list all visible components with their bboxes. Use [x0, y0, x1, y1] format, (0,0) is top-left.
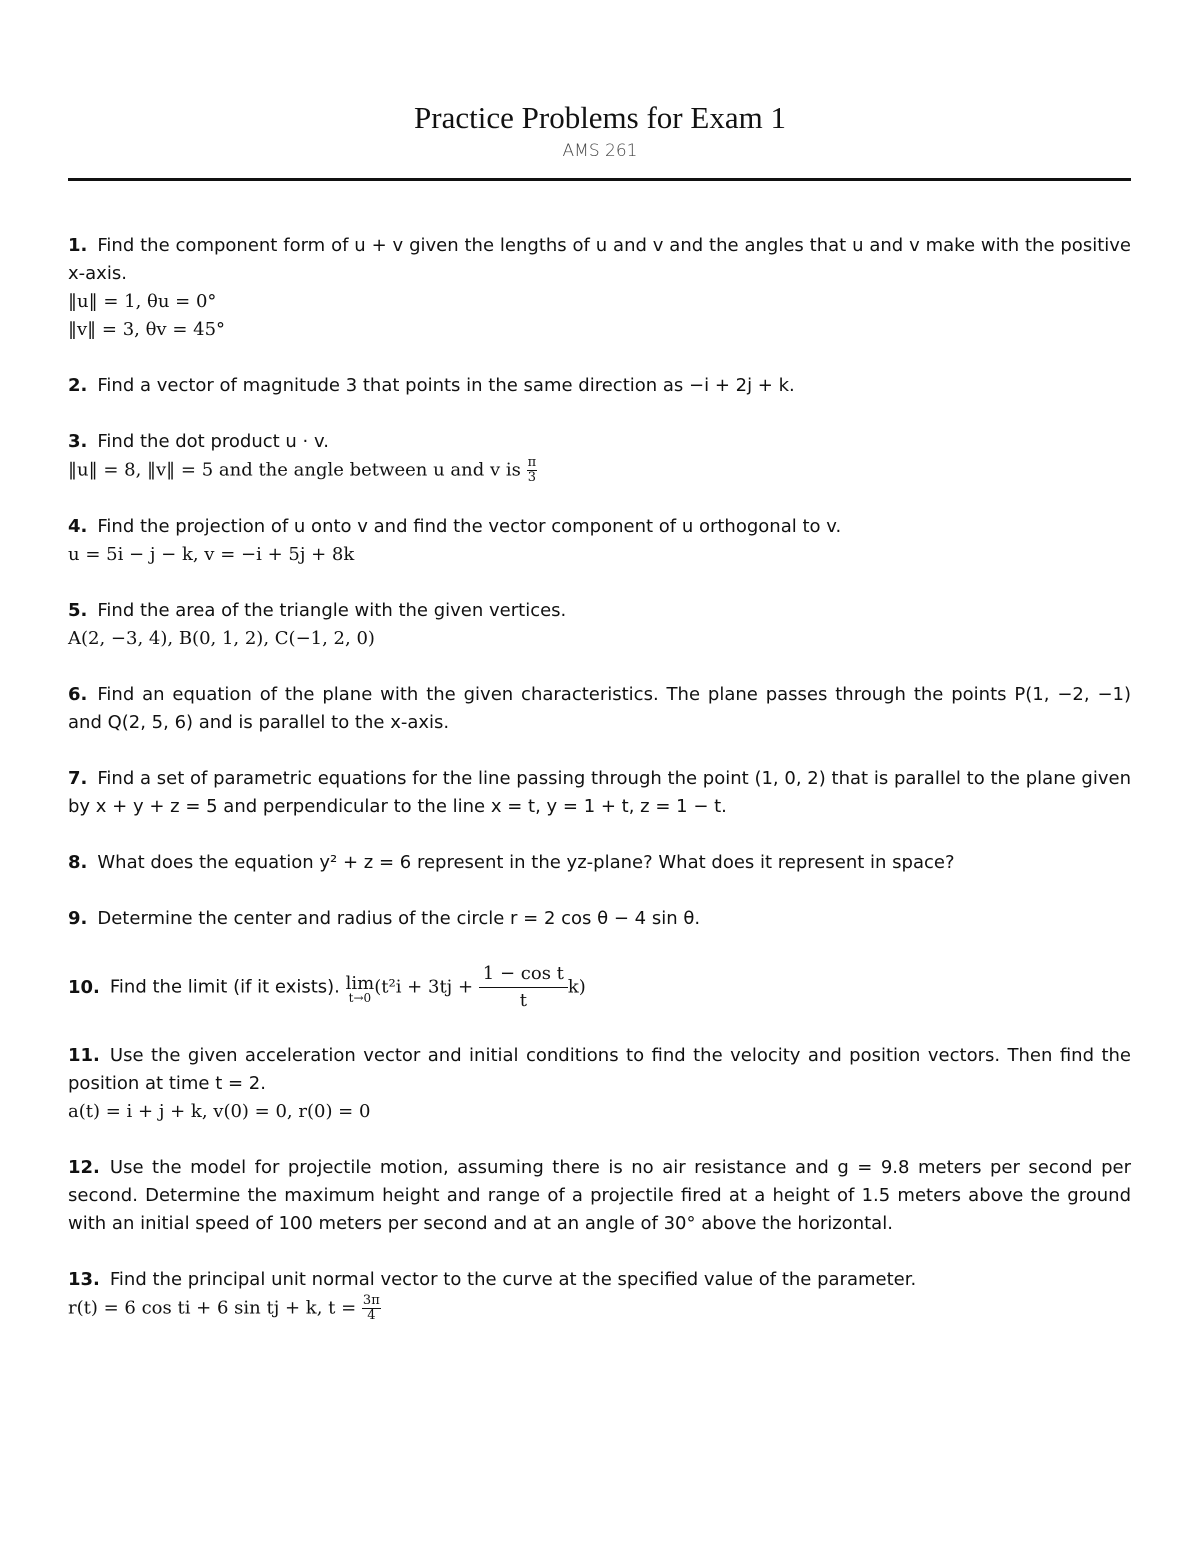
limit-fraction: [479, 961, 568, 1014]
problem-text: Find a set of parametric equations for the line passing through the point (1, 0, 2) that is parallel to the plane given by x + y + z = 5 and perpendicular to the line x = t, y = 1 + t, z = 1 − t.: [68, 768, 1131, 817]
limit-expression-end: k): [567, 976, 586, 998]
problem-list: [68, 232, 1131, 1351]
problem-12: [68, 1154, 1131, 1238]
problem-number: 3.: [68, 431, 88, 452]
fraction-numerator: 1 − cos t: [479, 961, 568, 988]
limit-subscript: t→0: [348, 990, 372, 1005]
problem-text: Find the principal unit normal vector to the curve at the specified value of the parameter.: [109, 1269, 917, 1290]
problem-text: What does the equation y² + z = 6 represent in the yz-plane? What does it represent in space?: [97, 852, 955, 873]
problem-text: Find a vector of magnitude 3 that points in the same direction as −i + 2j + k.: [97, 375, 795, 396]
problem-text: Find the projection of u onto v and find the vector component of u orthogonal to v.: [97, 516, 842, 537]
problem-number: 4.: [68, 516, 88, 537]
limit-label: lim: [345, 972, 375, 994]
problem-number: 11.: [68, 1045, 100, 1066]
problem-text: Determine the center and radius of the circle r = 2 cos θ − 4 sin θ.: [97, 908, 701, 929]
problem-given: a(t) = i + j + k, v(0) = 0, r(0) = 0: [68, 1101, 371, 1122]
fraction-denominator: 4: [367, 1308, 376, 1323]
angle-fraction: [527, 456, 538, 485]
problem-given: ‖v‖ = 3, θv = 45°: [68, 319, 226, 340]
problem-text: Find the area of the triangle with the given vertices.: [97, 600, 567, 621]
problem-number: 6.: [68, 684, 88, 705]
problem-number: 7.: [68, 768, 88, 789]
problem-number: 1.: [68, 235, 88, 256]
problem-given: A(2, −3, 4), B(0, 1, 2), C(−1, 2, 0): [68, 628, 375, 649]
problem-number: 5.: [68, 600, 88, 621]
problem-text: Find the limit (if it exists).: [109, 976, 340, 998]
problem-text: Find the dot product u · v.: [97, 431, 329, 452]
problem-text: Find an equation of the plane with the given characteristics. The plane passes through the points P(1, −2, −1) and Q(2, 5, 6) and is parallel to the x-axis.: [68, 684, 1131, 733]
problem-4: [68, 513, 1131, 569]
problem-8: [68, 849, 1131, 877]
limit-operator: [345, 972, 375, 1005]
problem-number: 12.: [68, 1157, 100, 1178]
page-title: Practice Problems for Exam 1: [414, 100, 786, 135]
problem-text: Find the component form of u + v given the lengths of u and v and the angles that u and v make with the positive x-axis.: [68, 235, 1131, 284]
problem-number: 10.: [68, 976, 100, 998]
problem-text: Use the model for projectile motion, assuming there is no air resistance and g = 9.8 meters per second per second. Determine the maximum height and range of a projectile fired at a height of 1.5 meters above the ground with an initial speed of 100 meters per second and at an angle of 30° above the horizontal.: [68, 1157, 1131, 1234]
problem-11: [68, 1042, 1131, 1126]
header-rule: [68, 178, 1131, 181]
problem-given: ‖u‖ = 8, ‖v‖ = 5 and the angle between u and v is: [68, 459, 521, 481]
problem-7: [68, 765, 1131, 821]
problem-5: [68, 597, 1131, 653]
problem-number: 2.: [68, 375, 88, 396]
problem-given: u = 5i − j − k, v = −i + 5j + 8k: [68, 544, 355, 565]
problem-6: [68, 681, 1131, 737]
fraction-numerator: 3π: [362, 1293, 380, 1308]
fraction-denominator: 3: [527, 470, 536, 485]
problem-given: r(t) = 6 cos ti + 6 sin tj + k, t =: [68, 1297, 357, 1319]
fraction-denominator: t: [519, 990, 527, 1011]
problem-text: Use the given acceleration vector and initial conditions to find the velocity and position vectors. Then find the position at time t = 2.: [68, 1045, 1131, 1094]
parameter-fraction: [362, 1294, 381, 1323]
limit-expression: (t²i + 3tj +: [374, 976, 474, 998]
problem-2: [68, 372, 1131, 400]
problem-3: [68, 428, 1131, 485]
fraction-numerator: π: [527, 455, 537, 470]
problem-13: [68, 1266, 1131, 1323]
problem-given: ‖u‖ = 1, θu = 0°: [68, 291, 217, 312]
problem-number: 9.: [68, 908, 88, 929]
problem-1: [68, 232, 1131, 344]
problem-9: [68, 905, 1131, 933]
problem-10: [68, 961, 1131, 1014]
problem-number: 13.: [68, 1269, 100, 1290]
problem-number: 8.: [68, 852, 88, 873]
course-code: AMS 261: [562, 141, 638, 161]
